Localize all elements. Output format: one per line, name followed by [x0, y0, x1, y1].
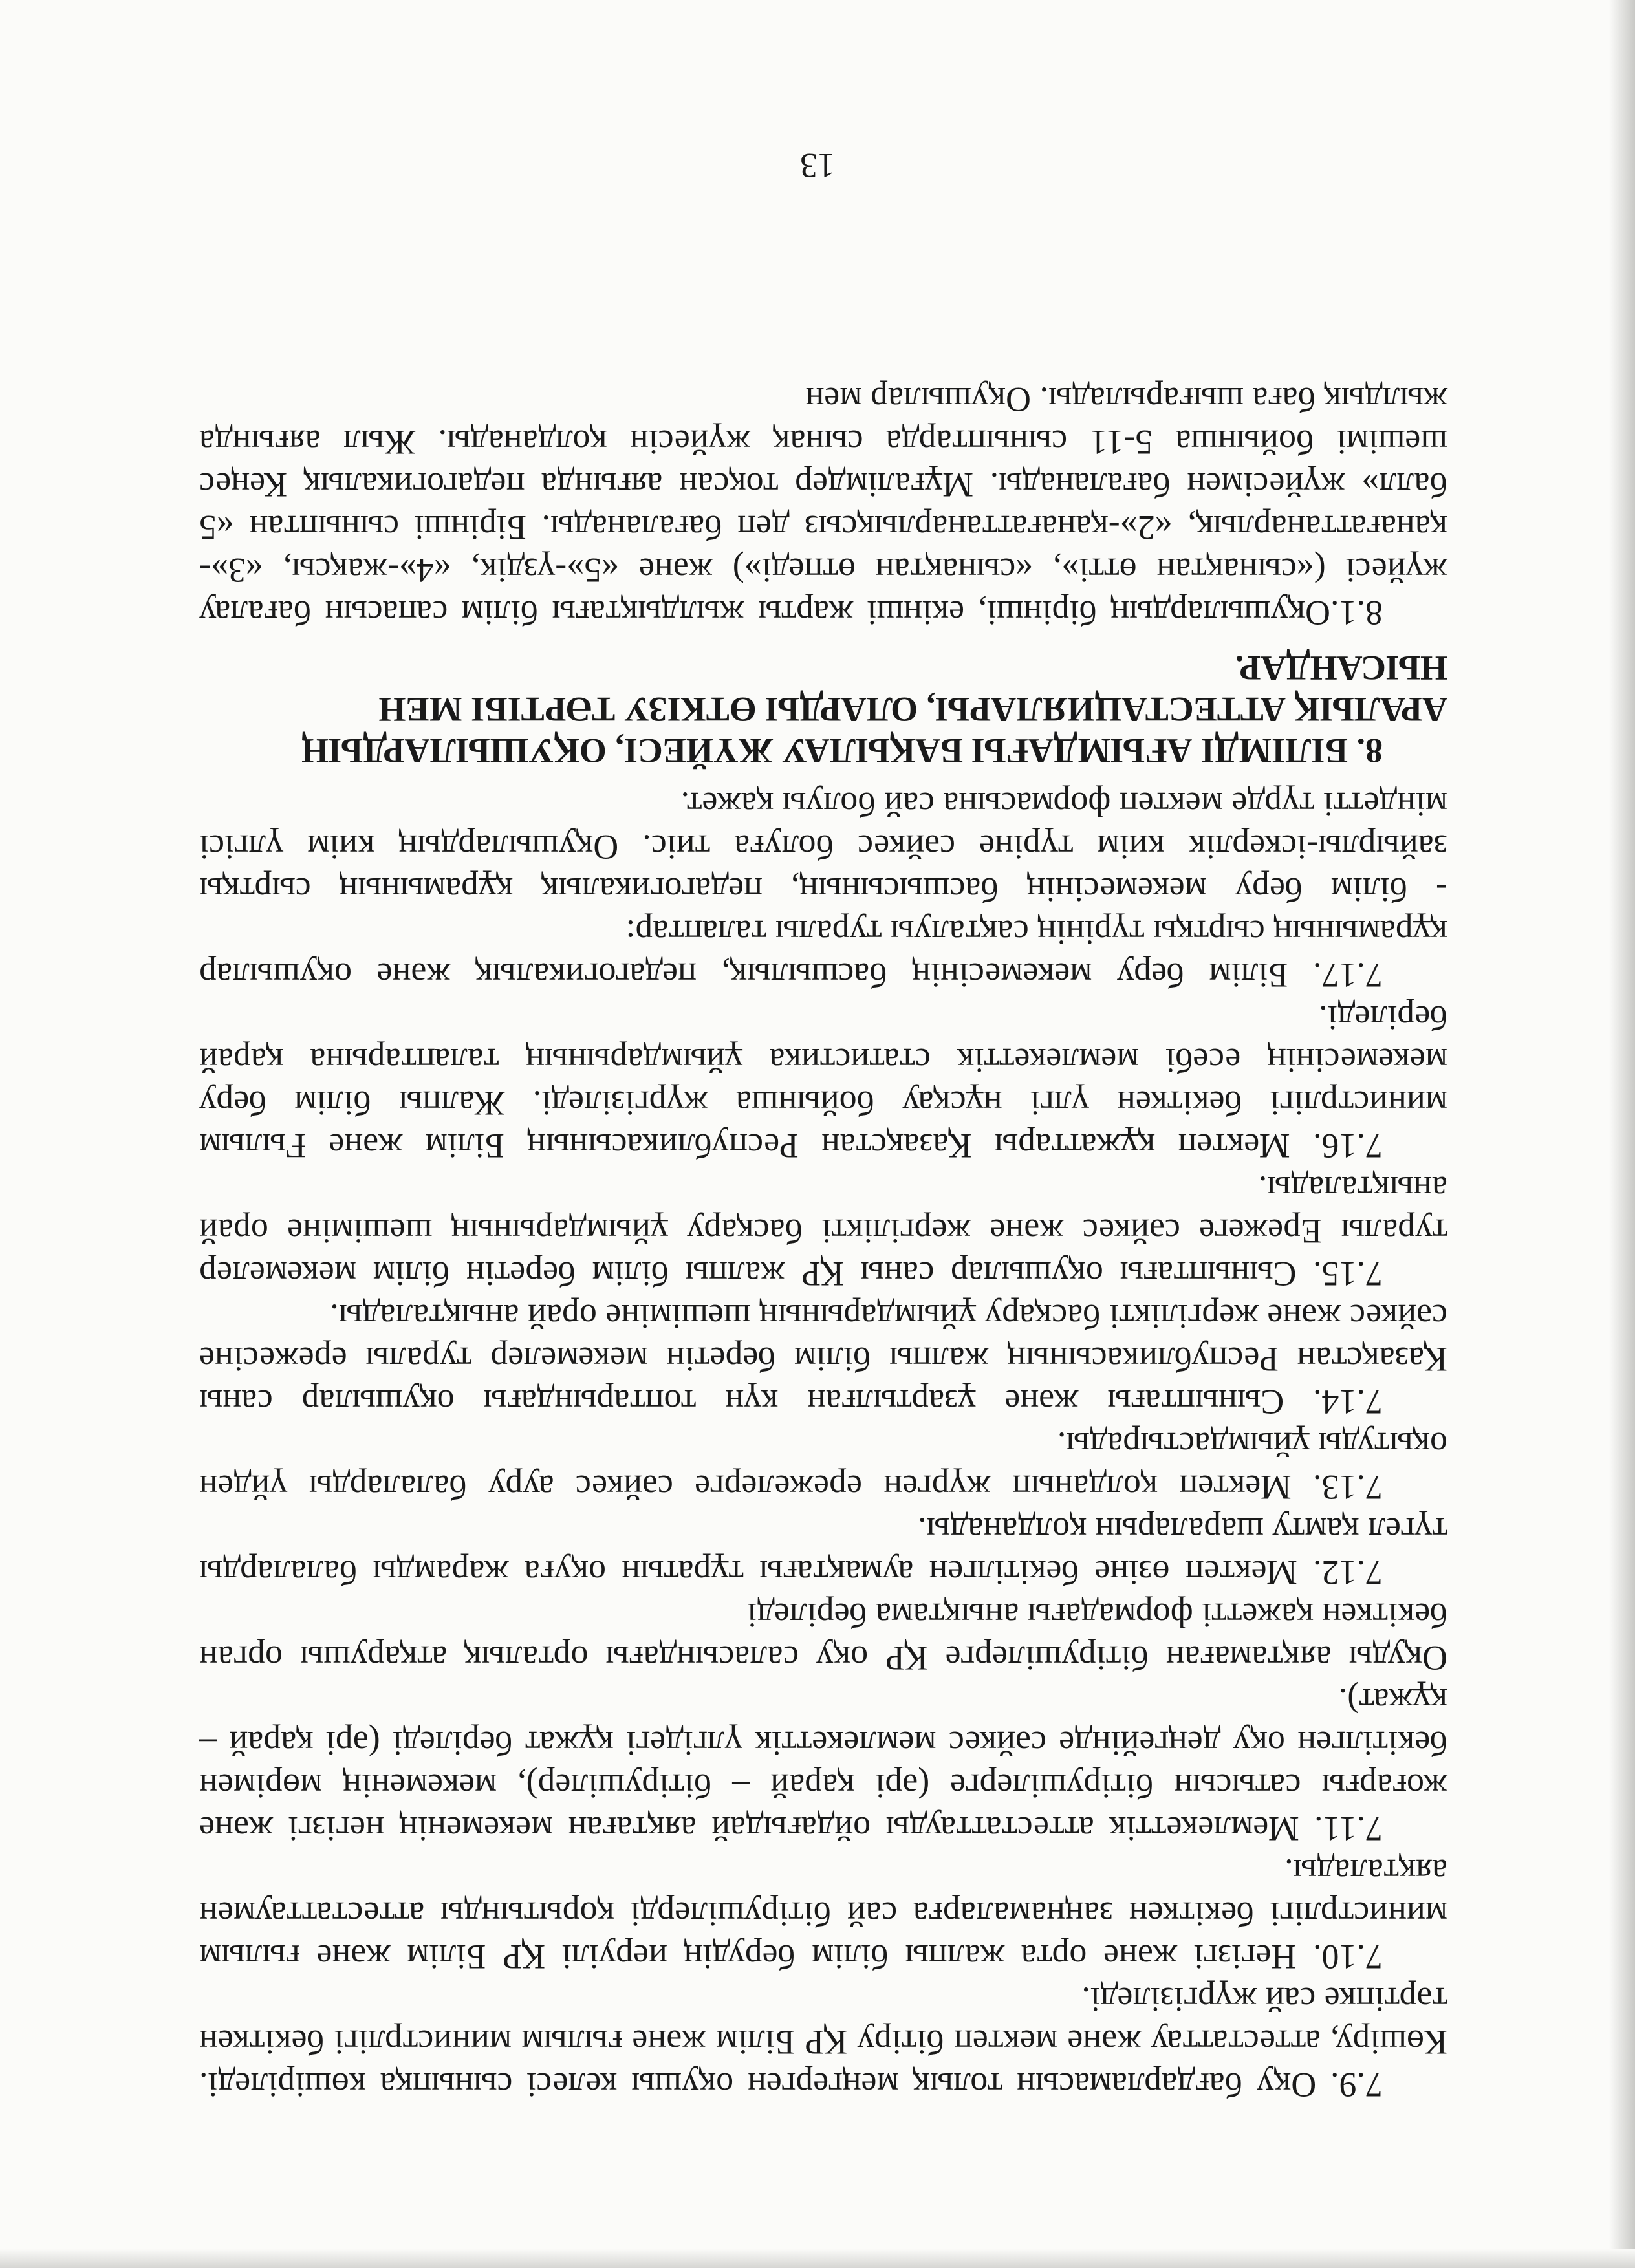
page-body: [199, 378, 1447, 2106]
paragraph-7-16: 7.16. Мектеп құжаттары Қазақстан Республикасының Білім және Ғылым министрлігі бекіткен үлгі нұсқау бойынша жүргізіледі. Жалпы білім беру мекемесінің есебі мемлекеттік статистика ұйымдарының талаптарына қарай беріледі.: [199, 999, 1447, 1165]
section-8-heading: 8. БІЛІМДІ АҒЫМДАҒЫ БАҚЫЛАУ ЖҮЙЕСІ, ОҚУШЫЛАРДЫҢ АРАЛЫҚ АТТЕСТАЦИЯЛАРЫ, ОЛАРДЫ ӨТКІЗУ ТӘРТІБІ МЕН НЫСАНДАР.: [301, 649, 1447, 770]
page-number: 13: [800, 146, 835, 185]
paragraph-7-11: 7.11. Мемлекеттік аттестаттауды ойдағыдай аяқтаған мекеменің негізгі және жоғарғы сатысын бітірушілерге (әрі қарай – бітірушілер), мекеменің мөрімен бекітілген оқу деңгейінде сәйкес мемлекеттік үлгідегі құжат беріледі (әрі қарай – құжат).: [199, 1681, 1447, 1848]
scan-edge-shadow: [0, 2249, 1635, 2268]
paragraph-7-12: 7.12. Мектеп өзіне бекітілген аумақтағы тұратын оқуға жарамды балаларды түгел қамту шараларын қолданады.: [199, 1511, 1447, 1592]
paragraph-7-15: 7.15. Сыныптағы оқушылар саны ҚР жалпы білім беретін білім мекемелер туралы Ережеге сәйкес және жергілікті басқару ұйымдарының шешіміне орай анықталады.: [199, 1169, 1447, 1293]
paragraph-7-9: 7.9. Оқу бағдарламасын толық меңгерген оқушы келесі сыныпқа көшіріледі. Көшіру, аттестаттау және мектеп бітіру ҚР Білім және ғылым министрлігі бекіткен тәртіпке сай жүргізіледі.: [199, 1980, 1447, 2104]
paragraph-7-17-item: - білім беру мекемесінің басшысының, педагогикалық құрамының сыртқы зайырлы-іскерлік киім түріне сәйкес болуға тиіс. Оқушылардың киім үлгісі міндетті түрде мектеп формасына сай болуы қажет.: [199, 785, 1447, 909]
paragraph-7-14: 7.14. Сыныптағы және ұзартылған күн топтарындағы оқушылар саны Қазақстан Республикасының жалпы білім беретін мекемелер туралы ережесіне сәйкес және жергілікті басқару ұйымдарының шешіміне орай анықталады.: [199, 1297, 1447, 1421]
paragraph-7-11-note: Оқуды аяқтамаған бітірушілерге ҚР оқу саласындағы орталық атқарушы орган бекіткен қажетті формадағы анықтама беріледі: [199, 1596, 1447, 1678]
paragraph-7-17: 7.17. Білім беру мекемесінің басшылық, педагогикалық және оқушылар құрамының сыртқы түрінің сақталуы туралы талаптар:: [199, 913, 1447, 995]
scan-edge-shadow: [1609, 0, 1635, 2268]
paragraph-7-10: 7.10. Негізгі және орта жалпы білім берудің иеруілі ҚР Білім және ғылым министрлігі бекіткен заңнамаларға сай бітірушілерді қорытынды аттестаттаумен аяқталады.: [199, 1852, 1447, 1976]
paragraph-7-13: 7.13. Мектеп қолданып жүрген ережелерге сәйкес ауру балаларды үйден оқытуды ұйымдастырады.: [199, 1425, 1447, 1507]
paragraph-8-1: 8.1.Оқушылардың бірінші, екінші жарты жылдықтағы білім сапасын бағалау жүйесі («сынақтан өтті», «сынақтан өтпеді») және «5»-үздік, «4»-жақсы, «3»-қанағаттанарлық, «2»-қанағаттанарлықсыз деп бағаланады. Бірінші сыныптан «5 балл» жүйесімен бағаланады. Мұғалімдер тоқсан аяғында педагогикалық Кеңес шешімі бойынша 5-11 сыныптарда сынақ жүйесін қолданады. Жыл аяғында жылдық баға шығарылады. Оқушылар мен: [199, 380, 1447, 632]
